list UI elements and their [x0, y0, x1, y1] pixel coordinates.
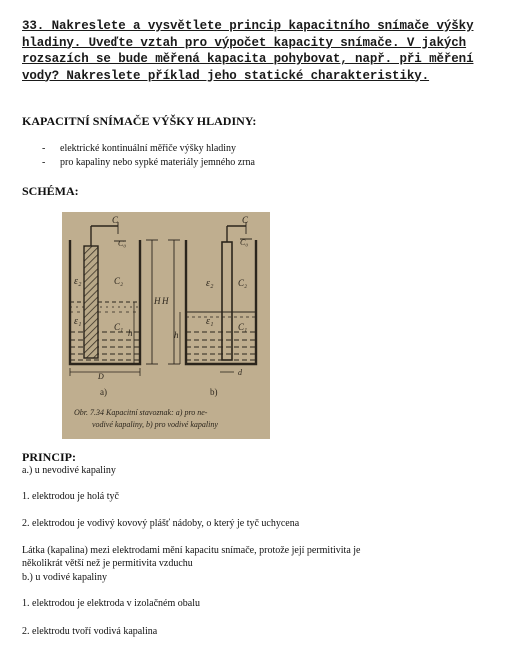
label-H-a: H	[154, 296, 161, 306]
label-c0-b: C₀	[240, 238, 249, 247]
schema-figure	[62, 212, 270, 439]
question-line: vody? Nakreslete příklad jeho statické charakteristiky.	[22, 68, 430, 83]
label-a: a)	[100, 387, 107, 397]
paragraph-a-head: a.) u nevodivé kapaliny	[22, 465, 116, 476]
bullet-dash: -	[42, 143, 46, 154]
paragraph-a3-line1: Látka (kapalina) mezi elektrodami mění kapacitu snímače, protože její permitivita je	[22, 545, 361, 556]
label-c2-b: C₂	[238, 278, 248, 288]
label-c1-a: C₁	[114, 322, 124, 332]
paragraph-b2: 2. elektrodu tvoří vodivá kapalina	[22, 626, 158, 637]
label-eps1-a: ε₁	[74, 316, 82, 327]
caption-line-2: vodivé kapaliny, b) pro vodivé kapaliny	[92, 420, 218, 429]
list-item	[42, 142, 255, 156]
label-H-b: H	[162, 296, 169, 306]
paragraph-a1: 1. elektrodou je holá tyč	[22, 491, 119, 502]
label-c2-a: C₂	[114, 276, 124, 286]
paragraph-b1: 1. elektrodou je elektroda v izolačném obalu	[22, 598, 200, 609]
label-c1-b: C₁	[238, 322, 248, 332]
label-c0-a: C₀	[118, 239, 127, 248]
princip-title: PRINCIP:	[22, 450, 76, 464]
caption-line-1: Obr. 7.34 Kapacitní stavoznak: a) pro ne-	[74, 408, 208, 417]
label-b: b)	[210, 387, 218, 397]
bullet-text: pro kapaliny nebo sypké materiály jemného zrna	[60, 157, 255, 168]
section-title: KAPACITNÍ SNÍMAČE VÝŠKY HLADINY:	[22, 114, 257, 128]
paragraph-b-head: b.) u vodivé kapaliny	[22, 572, 107, 583]
bullet-text: elektrické kontinuální měřiče výšky hladiny	[60, 143, 237, 154]
diagram-a	[70, 222, 158, 376]
question-line: 33. Nakreslete a vysvětlete princip kapacitního snímače výšky	[22, 19, 474, 33]
paragraph-a2: 2. elektrodou je vodivý kovový plášť nádoby, o který je tyč uchycena	[22, 518, 300, 529]
insulated-electrode	[222, 242, 232, 360]
label-c-a: C	[112, 215, 119, 225]
capacitive-sensor-diagram	[62, 212, 270, 439]
question-line: hladiny. Uveďte vztah pro výpočet kapacity snímače. V jakých	[22, 35, 467, 50]
label-D: D	[98, 372, 104, 381]
question-line: rozsazích se bude měřená kapacita pohybovat, např. při měření	[22, 52, 474, 66]
list-item	[42, 156, 255, 170]
bullet-dash: -	[42, 157, 46, 168]
label-eps1-b: ε₁	[206, 316, 214, 327]
bullet-list	[42, 142, 255, 170]
schema-title: SCHÉMA:	[22, 184, 79, 198]
label-eps2-b: ε₂	[206, 278, 214, 289]
label-c-b: C	[242, 215, 249, 225]
paragraph-a3-line2: několikrát větší než je permitivita vzduchu	[22, 558, 193, 569]
label-d: d	[238, 368, 242, 377]
electrode-rod	[84, 246, 98, 358]
label-eps2-a: ε₂	[74, 276, 82, 287]
label-h-a: h	[128, 328, 133, 338]
question-text	[22, 18, 492, 84]
label-h-b: h	[174, 330, 179, 340]
